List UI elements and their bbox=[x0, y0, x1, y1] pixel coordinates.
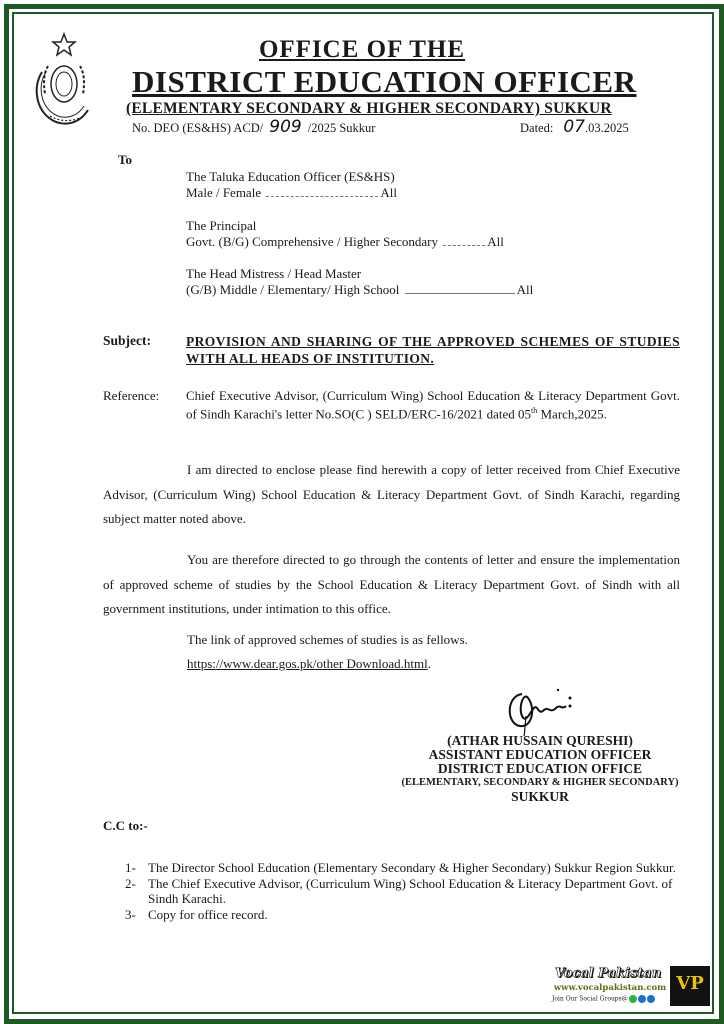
addressee-line2-prefix: Govt. (B/G) Comprehensive / Higher Secondary bbox=[186, 234, 439, 249]
reference-text bbox=[186, 388, 680, 421]
reference-superscript: th bbox=[531, 406, 538, 415]
watermark-join-text: Join Our Social Groups@ bbox=[552, 995, 628, 1003]
date-rest: .03.2025 bbox=[584, 121, 629, 135]
cc-number: 1- bbox=[125, 860, 136, 875]
blank-line bbox=[443, 244, 485, 246]
header-subtitle: (ELEMENTARY SECONDARY & HIGHER SECONDARY) SUKKUR bbox=[126, 100, 612, 117]
signature-icon bbox=[500, 686, 590, 736]
vocal-pakistan-watermark bbox=[550, 966, 712, 1010]
ref-suffix: /2025 Sukkur bbox=[307, 121, 376, 135]
whatsapp-icon[interactable] bbox=[629, 995, 637, 1003]
addressee-line2 bbox=[186, 282, 533, 298]
cc-item bbox=[125, 876, 700, 907]
date-label: Dated: bbox=[520, 121, 554, 135]
addressee-line1: The Taluka Education Officer (ES&HS) bbox=[186, 169, 395, 184]
facebook-icon[interactable] bbox=[638, 995, 646, 1003]
reference-text-main: Chief Executive Advisor, (Curriculum Wing) School Education & Literacy Department Govt. of Sindh Karachi's letter No.SO(C ) SELD/ERC-16/2021 dated 05 bbox=[186, 388, 680, 422]
date-day-handwritten: 07 bbox=[563, 117, 585, 137]
signatory-division: (ELEMENTARY, SECONDARY & HIGHER SECONDARY) bbox=[401, 777, 679, 788]
cc-number: 3- bbox=[125, 906, 136, 922]
body-paragraph-1 bbox=[103, 458, 680, 532]
subject-text: PROVISION AND SHARING OF THE APPROVED SCHEMES OF STUDIES WITH ALL HEADS OF INSTITUTION. bbox=[186, 334, 680, 366]
watermark-url[interactable]: www.vocalpakistan.com bbox=[553, 983, 667, 993]
scheme-download-link[interactable]: https://www.dear.gos.pk/other Download.html bbox=[187, 656, 428, 671]
paragraph-2-text: You are therefore directed to go through the contents of letter and ensure the implementation of approved scheme of studies by the School Education & Literacy Department Govt. of Sindh with all government institutions, under intimation to this office. bbox=[103, 552, 680, 616]
signatory-name: (ATHAR HUSSAIN QURESHI) bbox=[447, 733, 633, 748]
body-paragraph-2 bbox=[103, 548, 680, 622]
addressee-3 bbox=[186, 266, 533, 298]
subject-label: Subject: bbox=[103, 333, 151, 348]
signatory-office: DISTRICT EDUCATION OFFICE bbox=[437, 761, 643, 776]
cc-number: 2- bbox=[125, 875, 136, 891]
addressee-line2-prefix: Male / Female bbox=[186, 185, 262, 200]
letter-number bbox=[132, 117, 375, 137]
addressee-line2-suffix: All bbox=[380, 185, 397, 200]
addressee-line2 bbox=[186, 185, 397, 201]
addressee-2 bbox=[186, 218, 504, 250]
cc-item bbox=[125, 907, 700, 923]
blank-line bbox=[266, 195, 378, 197]
cc-text: The Director School Education (Elementary Secondary & Higher Secondary) Sukkur Region Sukkur. bbox=[148, 860, 676, 875]
header-office-of-the: OFFICE OF THE bbox=[258, 36, 466, 63]
addressee-line1: The Head Mistress / Head Master bbox=[186, 266, 362, 281]
link-intro: The link of approved schemes of studies is as fellows. bbox=[187, 632, 468, 647]
reference-label: Reference: bbox=[103, 388, 160, 403]
addressee-line2-suffix: All bbox=[516, 282, 534, 297]
cc-text: The Chief Executive Advisor, (Curriculum Wing) School Education & Literacy Department Govt. of Sindh Karachi. bbox=[148, 875, 673, 906]
link-trail: . bbox=[427, 656, 431, 671]
header-title: DISTRICT EDUCATION OFFICER bbox=[132, 64, 637, 99]
watermark-join bbox=[552, 995, 655, 1003]
addressee-line2-suffix: All bbox=[487, 234, 504, 249]
cc-text: Copy for office record. bbox=[148, 906, 268, 922]
link-line bbox=[187, 656, 431, 672]
watermark-title: Vocal Pakistan bbox=[554, 966, 662, 981]
addressee-1 bbox=[186, 169, 397, 201]
to-label: To bbox=[118, 152, 132, 167]
cc-label: C.C to:- bbox=[103, 818, 148, 833]
addressee-line2 bbox=[186, 234, 504, 250]
ref-prefix: No. DEO (ES&HS) ACD/ bbox=[132, 121, 264, 135]
linkedin-icon[interactable] bbox=[647, 995, 655, 1003]
ref-number-handwritten: 909 bbox=[269, 117, 302, 137]
signature-block bbox=[380, 734, 700, 804]
cc-item bbox=[125, 860, 700, 876]
paragraph-1-text: I am directed to enclose please find herewith a copy of letter received from Chief Executive Advisor, (Curriculum Wing) School Education & Literacy Department Govt. of Sindh Karachi, regarding subject matter noted above. bbox=[103, 462, 680, 526]
blank-line bbox=[405, 292, 515, 294]
vocal-pakistan-logo-icon: VP bbox=[670, 966, 710, 1006]
addressee-line1: The Principal bbox=[186, 218, 257, 233]
signatory-title: ASSISTANT EDUCATION OFFICER bbox=[428, 747, 652, 762]
cc-list bbox=[125, 860, 700, 922]
reference-text-end: March,2025. bbox=[537, 406, 607, 422]
addressee-line2-prefix: (G/B) Middle / Elementary/ High School bbox=[186, 282, 400, 297]
signatory-city: SUKKUR bbox=[511, 789, 569, 804]
letter-date bbox=[520, 117, 629, 137]
